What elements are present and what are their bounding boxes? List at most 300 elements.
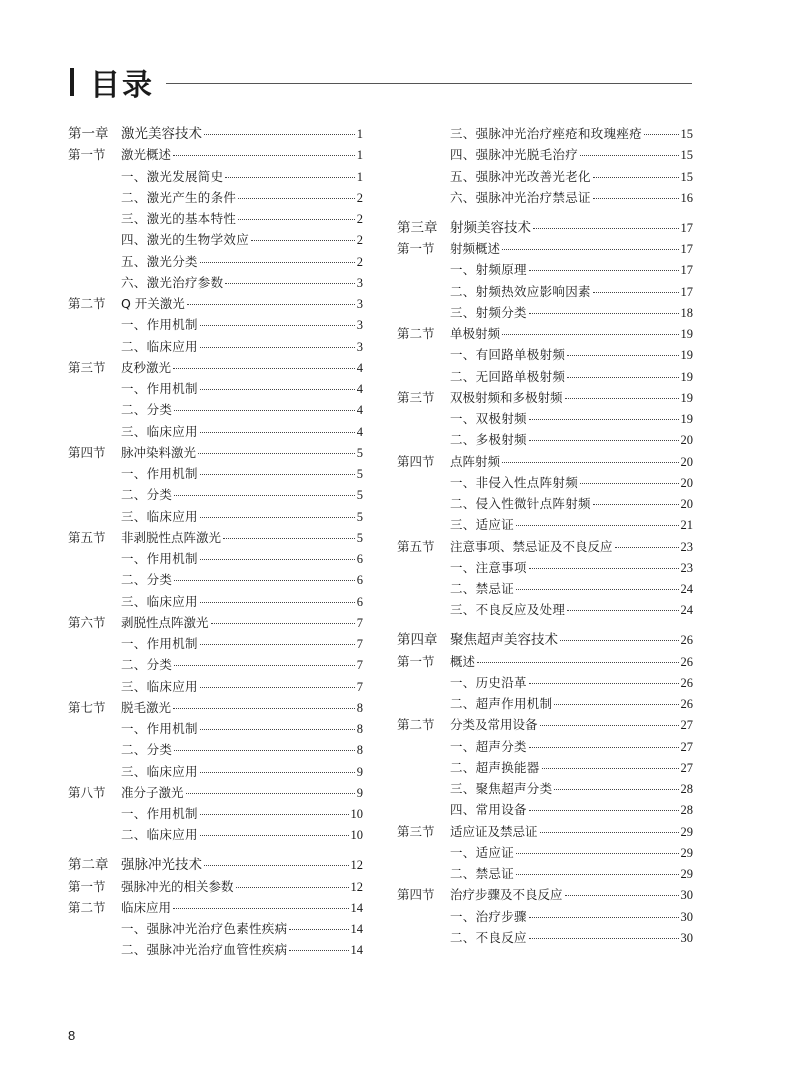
toc-section[interactable] — [397, 887, 693, 903]
toc-chapter-number: 第四章 — [397, 632, 438, 649]
toc-item[interactable] — [68, 424, 363, 440]
toc-item[interactable] — [68, 572, 363, 588]
toc-section[interactable] — [397, 539, 693, 555]
toc-chapter[interactable] — [397, 632, 693, 648]
toc-leader-dots — [580, 483, 678, 484]
toc-leader-dots — [200, 602, 355, 603]
toc-leader-dots — [565, 398, 679, 399]
toc-page-number: 6 — [356, 594, 363, 609]
toc-leader-dots — [516, 589, 678, 590]
toc-leader-dots — [516, 853, 678, 854]
toc-leader-dots — [200, 687, 355, 688]
toc-leader-dots — [593, 177, 679, 178]
toc-chapter[interactable] — [397, 220, 693, 236]
toc-section-label: 强脉冲光的相关参数 — [121, 878, 234, 894]
toc-item[interactable] — [68, 339, 363, 355]
toc-item[interactable] — [397, 517, 693, 533]
toc-chapter-label: 强脉冲光技术 — [121, 857, 202, 874]
toc-item[interactable] — [397, 802, 693, 818]
toc-item-label: 二、射频热效应影响因素 — [450, 283, 591, 299]
toc-section-number: 第五节 — [68, 529, 106, 545]
toc-page-number: 27 — [680, 760, 693, 775]
toc-section[interactable] — [68, 360, 363, 376]
toc-item[interactable] — [397, 560, 693, 576]
toc-item-label: 三、激光的基本特性 — [121, 211, 237, 226]
toc-leader-dots — [529, 440, 679, 441]
toc-leader-dots — [174, 495, 355, 496]
toc-leader-dots — [200, 432, 355, 433]
toc-item-label: 二、分类 — [121, 742, 173, 758]
toc-page-number: 12 — [350, 879, 363, 894]
toc-item-label: 一、历史沿革 — [450, 674, 527, 690]
toc-item[interactable] — [397, 369, 693, 385]
toc-section-number: 第六节 — [68, 614, 106, 630]
toc-leader-dots — [225, 283, 354, 284]
toc-section-label: 脉冲染料激光 — [121, 444, 197, 460]
toc-section[interactable] — [397, 326, 693, 342]
toc-item-label: 三、强脉冲光治疗痤疮和玫瑰痤疮 — [450, 126, 643, 141]
toc-section[interactable] — [397, 717, 693, 733]
toc-page-number: 20 — [680, 433, 693, 448]
toc-leader-dots — [173, 155, 355, 156]
toc-page-number: 21 — [680, 518, 693, 533]
toc-item-label: 三、临床应用 — [121, 763, 198, 779]
toc-item-label: 二、禁忌证 — [450, 866, 515, 881]
toc-page-number: 7 — [356, 637, 363, 651]
toc-section-number: 第三节 — [397, 389, 435, 405]
toc-section[interactable] — [68, 445, 363, 461]
toc-leader-dots — [198, 453, 355, 454]
toc-leader-dots — [529, 683, 679, 684]
toc-section-label: 注意事项、禁忌证及不良反应 — [450, 538, 613, 554]
toc-item[interactable] — [68, 657, 363, 673]
toc-page-number: 18 — [680, 305, 693, 320]
toc-item-label: 一、作用机制 — [121, 636, 198, 651]
toc-item[interactable] — [68, 721, 363, 737]
toc-page-number: 17 — [680, 220, 693, 235]
toc-section-number: 第四节 — [397, 887, 435, 903]
toc-leader-dots — [644, 134, 678, 135]
toc-section-number: 第一节 — [68, 878, 106, 894]
toc-item-label: 四、常用设备 — [450, 802, 527, 818]
toc-page-number: 19 — [680, 412, 693, 426]
toc-item-label: 一、激光发展简史 — [121, 168, 224, 184]
toc-item-label: 二、禁忌证 — [450, 581, 515, 596]
toc-item-label: 五、强脉冲光改善光老化 — [450, 168, 591, 184]
toc-leader-dots — [174, 580, 355, 581]
toc-page-number: 29 — [680, 824, 693, 839]
toc-item[interactable] — [68, 942, 363, 958]
toc-leader-dots — [540, 832, 679, 833]
toc-leader-dots — [529, 917, 679, 918]
toc-page-number: 5 — [356, 509, 363, 524]
toc-item[interactable] — [68, 921, 363, 937]
toc-item[interactable] — [68, 466, 363, 482]
toc-item-label: 二、无回路单极射频 — [450, 368, 566, 384]
toc-item[interactable] — [68, 211, 363, 227]
toc-leader-dots — [200, 644, 355, 645]
toc-item-label: 一、作用机制 — [121, 466, 198, 481]
toc-item-label: 一、非侵入性点阵射频 — [450, 474, 579, 490]
toc-page-number: 19 — [680, 390, 693, 405]
toc-page-number: 23 — [680, 560, 693, 575]
toc-item-label: 三、临床应用 — [121, 508, 198, 524]
toc-page-number: 5 — [356, 445, 363, 460]
toc-section[interactable] — [397, 454, 693, 470]
toc-item[interactable] — [68, 636, 363, 652]
toc-page-number: 4 — [356, 403, 363, 418]
toc-item-label: 三、临床应用 — [121, 593, 198, 609]
toc-leader-dots — [567, 610, 678, 611]
toc-item[interactable] — [68, 381, 363, 397]
toc-page-number: 24 — [680, 603, 693, 618]
toc-left-column — [68, 126, 363, 964]
toc-leader-dots — [200, 517, 355, 518]
toc-leader-dots — [200, 262, 355, 263]
toc-section-number: 第七节 — [68, 699, 106, 715]
heading-rule — [166, 83, 692, 84]
toc-page-number: 15 — [680, 169, 693, 184]
toc-page-number: 23 — [680, 539, 693, 554]
toc-section-label: 治疗步骤及不良反应 — [450, 887, 563, 903]
toc-leader-dots — [580, 155, 678, 156]
toc-item[interactable] — [68, 254, 363, 270]
toc-leader-dots — [529, 313, 679, 314]
toc-item[interactable] — [397, 411, 693, 427]
toc-chapter-number: 第三章 — [397, 219, 438, 236]
toc-section-number: 第五节 — [397, 538, 435, 554]
toc-section-label: 点阵射频 — [450, 453, 501, 469]
toc-leader-dots — [200, 474, 355, 475]
toc-item[interactable] — [68, 275, 363, 291]
toc-page-number: 14 — [350, 900, 363, 915]
toc-section-label: 双极射频和多极射频 — [450, 389, 563, 405]
toc-page-number: 8 — [356, 700, 363, 715]
toc-leader-dots — [200, 347, 355, 348]
toc-leader-dots — [238, 198, 355, 199]
toc-leader-dots — [567, 355, 678, 356]
toc-page-number: 1 — [356, 169, 363, 184]
toc-item-label: 三、适应证 — [450, 517, 515, 533]
toc-page-number: 20 — [680, 454, 693, 469]
toc-section-number: 第三节 — [68, 359, 106, 375]
toc-item[interactable] — [68, 827, 363, 843]
toc-chapter-label: 激光美容技术 — [121, 126, 202, 142]
toc-leader-dots — [238, 219, 355, 220]
toc-section-label: 适应证及禁忌证 — [450, 823, 538, 839]
toc-page-number: 16 — [680, 190, 693, 205]
toc-leader-dots — [565, 895, 679, 896]
toc-section-number: 第一节 — [397, 241, 435, 256]
toc-section[interactable] — [68, 147, 363, 163]
toc-page-number: 2 — [356, 233, 363, 248]
toc-item[interactable] — [397, 930, 693, 946]
toc-page-number: 2 — [356, 212, 363, 226]
toc-leader-dots — [529, 419, 679, 420]
toc-leader-dots — [567, 377, 678, 378]
toc-leader-dots — [289, 950, 348, 951]
toc-section-number: 第一节 — [68, 147, 106, 163]
toc-section-label: Q 开关激光 — [121, 296, 185, 311]
toc-item-label: 一、作用机制 — [121, 806, 198, 821]
toc-section[interactable] — [397, 390, 693, 406]
toc-item[interactable] — [397, 675, 693, 691]
toc-page-number: 4 — [356, 360, 363, 375]
heading-bar — [70, 68, 74, 96]
toc-leader-dots — [593, 292, 679, 293]
toc-item-label: 二、激光产生的条件 — [121, 189, 237, 205]
toc-item[interactable] — [397, 126, 693, 142]
toc-leader-dots — [200, 389, 355, 390]
toc-section[interactable] — [68, 879, 363, 895]
toc-page-number: 20 — [680, 497, 693, 511]
toc-leader-dots — [211, 623, 355, 624]
toc-item-label: 二、分类 — [121, 657, 173, 673]
toc-item-label: 一、作用机制 — [121, 551, 198, 566]
toc-page-number: 19 — [680, 369, 693, 384]
toc-page-number: 14 — [350, 922, 363, 936]
toc-section[interactable] — [68, 296, 363, 312]
toc-item-label: 一、射频原理 — [450, 262, 527, 278]
toc-leader-dots — [174, 750, 355, 751]
toc-leader-dots — [289, 929, 348, 930]
toc-leader-dots — [174, 410, 355, 411]
toc-leader-dots — [236, 887, 349, 888]
toc-section[interactable] — [68, 900, 363, 916]
toc-page-number: 3 — [356, 297, 363, 311]
toc-section-label: 临床应用 — [121, 899, 172, 915]
toc-chapter-number: 第一章 — [68, 126, 109, 142]
toc-item-label: 二、临床应用 — [121, 827, 198, 843]
toc-section[interactable] — [68, 700, 363, 716]
toc-page-number: 7 — [356, 658, 363, 673]
toc-leader-dots — [516, 525, 678, 526]
toc-item[interactable] — [68, 806, 363, 822]
toc-right-column — [397, 126, 693, 951]
toc-page-number: 10 — [350, 807, 363, 821]
toc-section[interactable] — [68, 530, 363, 546]
toc-item[interactable] — [397, 845, 693, 861]
toc-leader-dots — [200, 559, 355, 560]
toc-leader-dots — [173, 908, 348, 909]
toc-chapter[interactable] — [68, 126, 363, 142]
toc-page-number: 30 — [680, 909, 693, 924]
toc-item[interactable] — [68, 317, 363, 333]
toc-page-number: 26 — [680, 654, 693, 669]
toc-leader-dots — [529, 568, 679, 569]
toc-item[interactable] — [397, 262, 693, 278]
toc-section-label: 准分子激光 — [121, 784, 184, 800]
toc-item-label: 一、作用机制 — [121, 317, 198, 333]
page-number: 8 — [68, 1028, 76, 1043]
toc-page-number: 6 — [356, 573, 363, 588]
toc-leader-dots — [200, 835, 349, 836]
toc-item[interactable] — [397, 284, 693, 300]
toc-item[interactable] — [68, 232, 363, 248]
toc-leader-dots — [540, 725, 679, 726]
toc-page-number: 9 — [356, 764, 363, 779]
toc-leader-dots — [593, 504, 679, 505]
toc-item-label: 六、强脉冲光治疗禁忌证 — [450, 189, 591, 205]
toc-chapter-number: 第二章 — [68, 857, 109, 874]
toc-item[interactable] — [68, 551, 363, 567]
toc-page-number: 28 — [680, 803, 693, 818]
toc-leader-dots — [533, 228, 679, 229]
toc-item[interactable] — [68, 594, 363, 610]
toc-leader-dots — [174, 665, 355, 666]
toc-page-number: 5 — [356, 530, 363, 545]
toc-chapter[interactable] — [68, 857, 363, 873]
toc-page-number: 30 — [680, 930, 693, 945]
toc-section-label: 概述 — [450, 653, 476, 669]
toc-chapter-label: 聚焦超声美容技术 — [450, 632, 558, 649]
toc-item-label: 三、射频分类 — [450, 304, 527, 320]
toc-item-label: 六、激光治疗参数 — [121, 274, 224, 290]
toc-section[interactable] — [68, 615, 363, 631]
toc-section[interactable] — [68, 785, 363, 801]
toc-item[interactable] — [397, 190, 693, 206]
toc-item-label: 一、治疗步骤 — [450, 908, 527, 924]
toc-item[interactable] — [68, 169, 363, 185]
toc-item[interactable] — [68, 509, 363, 525]
toc-section-number: 第三节 — [397, 823, 435, 839]
toc-item-label: 一、强脉冲光治疗色素性疾病 — [121, 921, 288, 936]
toc-leader-dots — [173, 368, 355, 369]
toc-leader-dots — [223, 538, 355, 539]
toc-leader-dots — [529, 938, 679, 939]
toc-item-label: 四、激光的生物学效应 — [121, 232, 250, 248]
toc-item[interactable] — [397, 866, 693, 882]
toc-leader-dots — [204, 865, 349, 866]
toc-item-label: 一、超声分类 — [450, 738, 527, 754]
toc-item-label: 一、作用机制 — [121, 721, 198, 736]
toc-leader-dots — [529, 810, 679, 811]
toc-leader-dots — [529, 270, 679, 271]
toc-item[interactable] — [68, 679, 363, 695]
toc-page-number: 26 — [680, 675, 693, 690]
toc-item-label: 二、临床应用 — [121, 338, 198, 354]
toc-page-number: 17 — [680, 284, 693, 299]
toc-item-label: 一、有回路单极射频 — [450, 347, 566, 363]
toc-item[interactable] — [397, 739, 693, 755]
toc-item[interactable] — [397, 496, 693, 512]
toc-item[interactable] — [397, 169, 693, 185]
toc-section-number: 第四节 — [68, 444, 106, 460]
toc-item[interactable] — [397, 432, 693, 448]
toc-item[interactable] — [397, 602, 693, 618]
toc-item[interactable] — [397, 781, 693, 797]
toc-page-number: 15 — [680, 148, 693, 163]
toc-item-label: 二、超声作用机制 — [450, 696, 553, 711]
toc-page-number: 28 — [680, 782, 693, 796]
toc-item[interactable] — [397, 760, 693, 776]
toc-page-number: 29 — [680, 867, 693, 881]
toc-item[interactable] — [397, 696, 693, 712]
toc-item-label: 五、激光分类 — [121, 253, 198, 269]
toc-section-label: 非剥脱性点阵激光 — [121, 529, 222, 545]
toc-item[interactable] — [68, 487, 363, 503]
toc-page-number: 7 — [356, 679, 363, 694]
toc-section[interactable] — [397, 241, 693, 257]
toc-item-label: 三、聚焦超声分类 — [450, 781, 553, 796]
toc-section[interactable] — [397, 824, 693, 840]
toc-leader-dots — [477, 662, 678, 663]
toc-section[interactable] — [397, 654, 693, 670]
toc-item-label: 四、强脉冲光脱毛治疗 — [450, 147, 579, 163]
toc-page-number: 3 — [356, 275, 363, 290]
toc-leader-dots — [542, 768, 679, 769]
toc-item[interactable] — [397, 909, 693, 925]
toc-section-label: 分类及常用设备 — [450, 717, 538, 733]
page-title: 目录 — [90, 68, 154, 103]
toc-item-label: 二、侵入性微针点阵射频 — [450, 496, 591, 511]
toc-page-number: 27 — [680, 718, 693, 733]
toc-leader-dots — [187, 304, 355, 305]
toc-item[interactable] — [397, 305, 693, 321]
toc-item[interactable] — [68, 190, 363, 206]
toc-leader-dots — [251, 240, 355, 241]
toc-item-label: 一、作用机制 — [121, 381, 198, 396]
toc-page-number: 12 — [350, 858, 363, 873]
toc-leader-dots — [502, 334, 678, 335]
toc-page-number: 5 — [356, 488, 363, 503]
toc-item[interactable] — [397, 347, 693, 363]
toc-item[interactable] — [68, 742, 363, 758]
toc-section-number: 第二节 — [397, 326, 435, 341]
toc-item[interactable] — [68, 764, 363, 780]
toc-page-number: 20 — [680, 475, 693, 490]
toc-page-number: 26 — [680, 633, 693, 648]
toc-item[interactable] — [397, 581, 693, 597]
toc-page-number: 19 — [680, 327, 693, 341]
toc-leader-dots — [225, 177, 354, 178]
toc-section-label: 脱毛激光 — [121, 699, 172, 715]
toc-item-label: 二、分类 — [121, 402, 173, 418]
toc-chapter-label: 射频美容技术 — [450, 219, 531, 236]
toc-section-label: 激光概述 — [121, 147, 172, 163]
toc-section-label: 剥脱性点阵激光 — [121, 614, 209, 630]
toc-item-label: 三、临床应用 — [121, 678, 198, 694]
toc-leader-dots — [593, 198, 679, 199]
toc-item[interactable] — [68, 402, 363, 418]
toc-item[interactable] — [397, 147, 693, 163]
toc-item-label: 二、分类 — [121, 487, 173, 503]
toc-leader-dots — [502, 249, 678, 250]
toc-page-number: 4 — [356, 382, 363, 396]
toc-item-label: 一、适应证 — [450, 844, 515, 860]
toc-page-number: 3 — [356, 318, 363, 333]
toc-item[interactable] — [397, 475, 693, 491]
toc-item-label: 二、强脉冲光治疗血管性疾病 — [121, 942, 288, 958]
toc-heading — [70, 62, 692, 102]
toc-item-label: 一、双极射频 — [450, 411, 527, 426]
toc-item-label: 一、注意事项 — [450, 559, 527, 575]
toc-page-number: 8 — [356, 722, 363, 736]
toc-page-number: 9 — [356, 785, 363, 800]
toc-item-label: 二、不良反应 — [450, 929, 527, 945]
toc-section-number: 第二节 — [68, 296, 106, 311]
toc-leader-dots — [615, 547, 679, 548]
toc-leader-dots — [516, 874, 678, 875]
toc-leader-dots — [173, 708, 355, 709]
toc-page-number: 26 — [680, 697, 693, 711]
toc-page-number: 2 — [356, 254, 363, 269]
toc-page-number: 1 — [356, 148, 363, 163]
toc-page-number: 8 — [356, 743, 363, 758]
toc-page-number: 10 — [350, 828, 363, 843]
toc-section-number: 第八节 — [68, 784, 106, 800]
toc-section-label: 射频概述 — [450, 241, 501, 256]
